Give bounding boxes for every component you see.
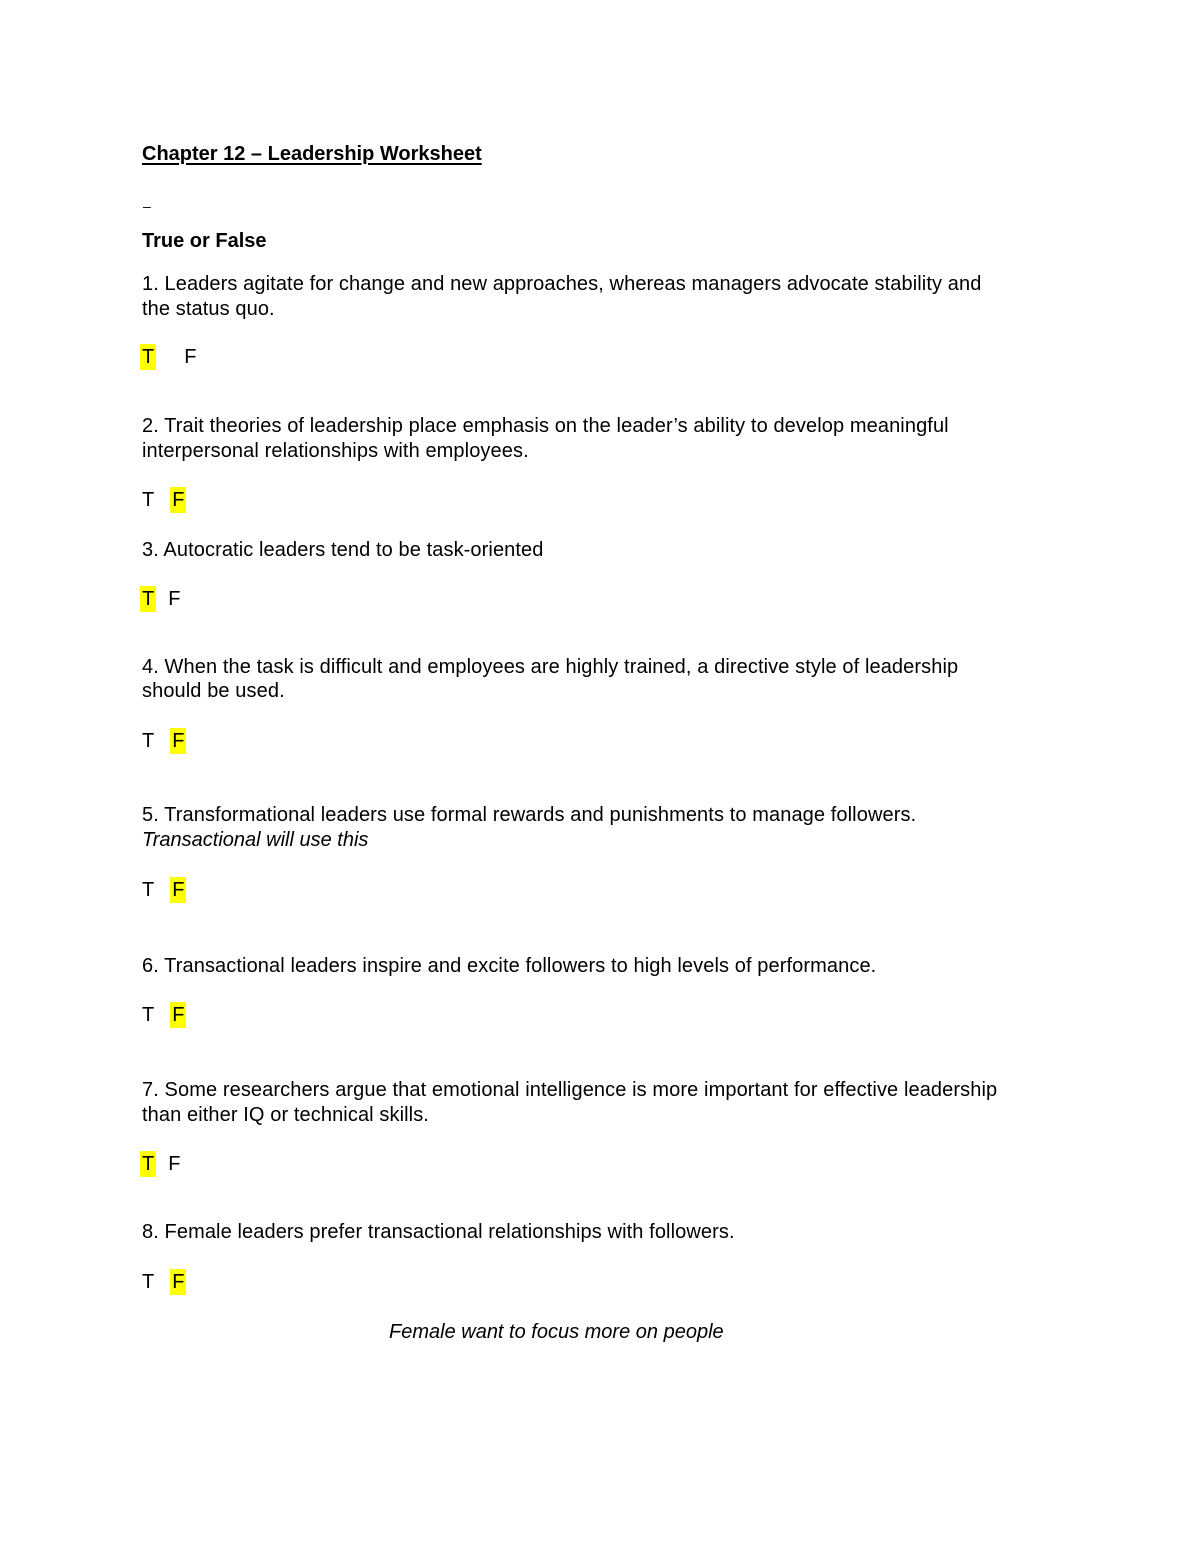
question-2-line-1: 2. Trait theories of leadership place emphasis on the leader’s ability to develop meaningful [142, 415, 949, 437]
question-5-note: Transactional will use this [142, 829, 369, 851]
question-1-line-2: the status quo. [142, 298, 275, 320]
section-heading: True or False [142, 230, 267, 252]
page-title: Chapter 12 – Leadership Worksheet [142, 143, 482, 165]
question-6-option-true[interactable]: T [142, 1004, 155, 1026]
question-6-option-false[interactable]: F [172, 1004, 185, 1026]
question-3-option-true[interactable]: T [142, 588, 155, 610]
question-4-option-false[interactable]: F [172, 730, 185, 752]
question-4-options [140, 728, 186, 754]
question-2-option-true[interactable]: T [142, 489, 155, 511]
question-6-line-1: 6. Transactional leaders inspire and excite followers to high levels of performance. [142, 955, 877, 977]
question-8-options [140, 1269, 186, 1295]
question-6-options [140, 1002, 186, 1028]
question-4-option-true[interactable]: T [142, 730, 155, 752]
question-3-options [140, 586, 182, 612]
question-3-option-false[interactable]: F [168, 588, 181, 610]
question-7-option-true[interactable]: T [142, 1153, 155, 1175]
question-2-option-false[interactable]: F [172, 489, 185, 511]
question-4-line-1: 4. When the task is difficult and employees are highly trained, a directive style of leadership [142, 656, 959, 678]
question-1-option-true[interactable]: T [142, 346, 155, 368]
question-8-line-1: 8. Female leaders prefer transactional relationships with followers. [142, 1221, 735, 1243]
question-3-line-1: 3. Autocratic leaders tend to be task-oriented [142, 539, 544, 561]
question-5-line-1: 5. Transformational leaders use formal rewards and punishments to manage followers. [142, 804, 917, 826]
question-7-line-2: than either IQ or technical skills. [142, 1104, 429, 1126]
question-1-line-1: 1. Leaders agitate for change and new approaches, whereas managers advocate stability and [142, 273, 982, 295]
question-5-option-false[interactable]: F [172, 879, 185, 901]
footnote: Female want to focus more on people [389, 1321, 724, 1343]
question-2-options [140, 487, 186, 513]
question-7-options [140, 1151, 182, 1177]
question-5-option-true[interactable]: T [142, 879, 155, 901]
question-7-option-false[interactable]: F [168, 1153, 181, 1175]
separator-dash: – [143, 198, 151, 214]
question-2-line-2: interpersonal relationships with employees. [142, 440, 529, 462]
question-1-option-false[interactable]: F [184, 346, 197, 368]
question-5-options [140, 877, 186, 903]
question-8-option-false[interactable]: F [172, 1271, 185, 1293]
question-1-options [140, 344, 198, 370]
question-4-line-2: should be used. [142, 680, 285, 702]
question-8-option-true[interactable]: T [142, 1271, 155, 1293]
question-7-line-1: 7. Some researchers argue that emotional intelligence is more important for effective leadership [142, 1079, 998, 1101]
